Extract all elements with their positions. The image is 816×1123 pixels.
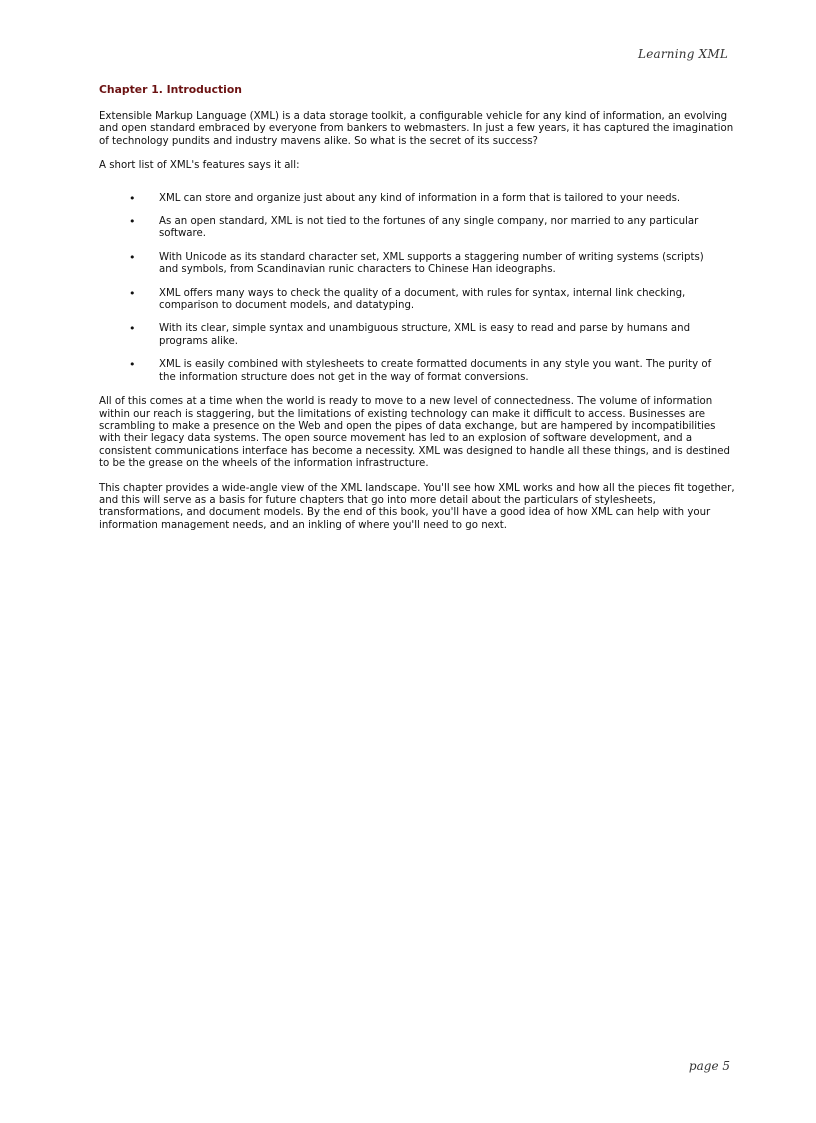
features-lead: A short list of XML's features says it all: — [99, 160, 300, 172]
bullet-icon: • — [129, 250, 136, 264]
list-item-text: XML can store and organize just about any kind of information in a form that is tailored to your needs. — [159, 192, 681, 204]
bullet-icon: • — [129, 286, 136, 300]
list-item — [99, 359, 739, 384]
body-paragraph-3: This chapter provides a wide-angle view of the XML landscape. You'll see how XML works and how all the pieces fit together, and this will serve as a basis for future chapters that go into more detail about the particulars of stylesheets, transformations, and document models. By the end of this book, you'll have a good idea of how XML can help with your information management needs, and an inkling of where you'll need to go next. — [99, 482, 735, 531]
bullet-icon: • — [129, 191, 136, 205]
list-item-text: With its clear, simple syntax and unambiguous structure, XML is easy to read and parse by humans and programs alike. — [159, 323, 691, 347]
list-item-text: With Unicode as its standard character set, XML supports a staggering number of writing systems (scripts) and symbols, from Scandinavian runic characters to Chinese Han ideographs. — [159, 251, 704, 276]
chapter-title: Chapter 1. Introduction — [99, 83, 242, 96]
list-item — [99, 323, 739, 348]
list-item — [99, 252, 739, 277]
bullet-icon: • — [129, 358, 136, 372]
list-item-text: XML is easily combined with stylesheets to create formatted documents in any style you want. The purity of the information structure does not get in the way of format conversions. — [159, 359, 712, 383]
list-item — [99, 288, 739, 313]
list-item-text: As an open standard, XML is not tied to the fortunes of any single company, nor married to any particular software. — [159, 216, 699, 240]
bullet-icon: • — [129, 322, 136, 336]
running-header: Learning XML — [638, 47, 728, 61]
page-number: page 5 — [688, 1059, 730, 1073]
list-item — [99, 193, 739, 205]
list-item — [99, 216, 739, 241]
features-list — [99, 193, 739, 384]
bullet-icon: • — [129, 215, 136, 229]
intro-paragraph: Extensible Markup Language (XML) is a data storage toolkit, a configurable vehicle for any kind of information, an evolving and open standard embraced by everyone from bankers to webmasters. In just a few years, it has captured the imagination of technology pundits and industry mavens alike. So what is the secret of its success? — [99, 111, 734, 147]
body-paragraph-2: All of this comes at a time when the world is ready to move to a new level of connectedness. The volume of information within our reach is staggering, but the limitations of existing technology can make it difficult to access. Businesses are scrambling to make a presence on the Web and open the pipes of data exchange, but are hampered by incompatibilities with their legacy data systems. The open source movement has led to an explosion of software development, and a consistent communications interface has become a necessity. XML was designed to handle all these things, and is destined to be the grease on the wheels of the information infrastructure. — [99, 396, 731, 470]
page-content — [99, 83, 739, 544]
list-item-text: XML offers many ways to check the quality of a document, with rules for syntax, internal link checking, comparison to document models, and datatyping. — [159, 287, 686, 312]
